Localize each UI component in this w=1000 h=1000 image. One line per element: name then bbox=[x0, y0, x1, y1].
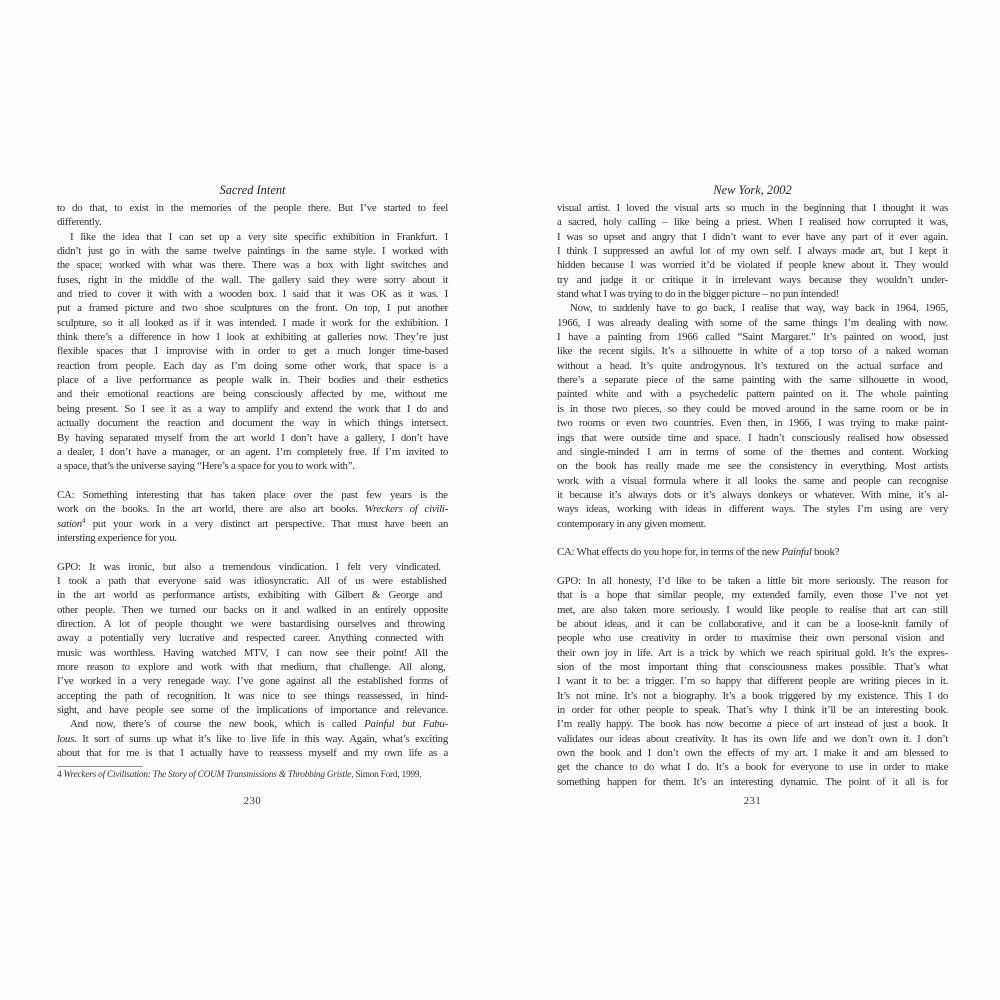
emphasized-text: sation bbox=[57, 517, 82, 530]
text-line: reaction from people. Each day as I’m doing some other work, that space is a bbox=[57, 359, 448, 372]
text-line: being present. So I see it as a way to amplify and extend the work that I do and bbox=[57, 402, 449, 415]
paragraph bbox=[57, 488, 448, 545]
text-line: stand what I was trying to do in the bigger picture – no pun intended! bbox=[557, 288, 840, 301]
text-line: 1966, I was already dealing with some of the same things I’m dealing with now. bbox=[557, 316, 948, 329]
text-line: own the book and I don’t own the effects of my art. I make it and am blessed to bbox=[557, 747, 948, 760]
text-line: direction. A lot of people thought we were bastardising ourselves and throwing bbox=[57, 617, 445, 630]
text-line: painted white and with a psychedelic pattern painted on it. The whole painting bbox=[557, 388, 948, 401]
text-line: I’m really happy. The book has now become a piece of art instead of just a book. It bbox=[557, 718, 948, 731]
paragraph bbox=[557, 574, 948, 789]
text-line: I think I suppressed an awful lot of my own self. I always made art, but I kept it bbox=[557, 245, 948, 258]
text-line: other people. Then we turned our backs on it and walked in an entirely opposite bbox=[57, 603, 448, 616]
text-line: two rooms or even two countries. Even then, in 1966, I was trying to make paint- bbox=[557, 417, 948, 430]
text-line: I want it to be: a trigger. I’m so happy that different people are writing pieces in it. bbox=[557, 675, 949, 688]
text-line: I was so upset and angry that I didn’t want to ever have any part of it ever again. bbox=[557, 230, 948, 243]
text-line: that is a hope that similar people, my extended family, even those I’ve not yet bbox=[557, 589, 948, 602]
text-line: sight, and have people see some of the implications of importance and relevance. bbox=[57, 704, 448, 717]
text-line: there’s a separate piece of the same painting with the same silhouette in wood, bbox=[557, 374, 948, 387]
text-line: hidden because I was worried it’d be violated if people knew about it. They would bbox=[557, 259, 948, 272]
text-line: met, are also taken more seriously. I would like people to realise that art can still bbox=[557, 603, 948, 616]
text-line: music was worthless. Having watched MTV, I can now see their point! All the bbox=[57, 646, 448, 659]
text-line: ings that were outside time and space. I hadn’t consciously realised how obsessed bbox=[557, 431, 948, 444]
text-line: visual artist. I loved the visual arts so much in the beginning that I thought it was bbox=[557, 202, 948, 214]
paragraph bbox=[57, 201, 448, 230]
text-line: sculpture, so it all looked as if it was intended. I made it work for the exhibition. I bbox=[57, 316, 448, 329]
page-number: 230 bbox=[243, 796, 262, 807]
text-line: work on the books. In the art world, there are also art books. Wreckers of civili- bbox=[57, 503, 448, 516]
text-line: put a framed picture and two shoe sculptures on the front. On top, I put another bbox=[57, 302, 448, 315]
text-line: be about ideas, and it can be collaborative, and it can be a loose-knit family of bbox=[557, 617, 949, 630]
text-line: people who use creativity in order to maximise their own personal vision and bbox=[557, 632, 945, 645]
text-line: CA: What effects do you hope for, in terms of the new Painful book? bbox=[557, 546, 840, 559]
text-line: Now, to suddenly have to go back, I realise that way, way back in 1964, 1965, bbox=[570, 302, 948, 315]
paragraph bbox=[57, 230, 448, 474]
paragraph bbox=[557, 201, 948, 301]
text-line: think there’s a difference in how I look at exhibiting at galleries now. They’re just bbox=[57, 331, 448, 344]
text-line: ways ideas, working with ideas in different ways. The styles I’m using are very bbox=[557, 503, 948, 516]
text-line: try and judge it or critique it in irrelevant ways because they wouldn’t under- bbox=[557, 273, 948, 286]
text-line: differently. bbox=[57, 216, 102, 229]
text-line: and tried to cover it with with a wooden box. I said that it was OK as it was. I bbox=[57, 288, 448, 301]
text-line: By having separated myself from the art world I don’t have a gallery, I don’t have bbox=[57, 431, 448, 444]
text-line: about that for me is that I actually have to reassess myself and my own life as a bbox=[57, 747, 449, 760]
text-line: place of a live performance as people walk in. Their bodies and their esthetics bbox=[57, 374, 448, 387]
text-line: fuses, right in the middle of the wall. The gallery said they were sorry about it bbox=[57, 273, 448, 286]
running-header: New York, 2002 bbox=[713, 183, 792, 197]
paragraph bbox=[557, 545, 948, 559]
emphasized-text: Painful bbox=[781, 546, 812, 559]
page-left bbox=[57, 184, 448, 884]
text-line: in order for other people to speak. That’s why I think it’ll be an interesting book. bbox=[557, 704, 949, 717]
text-line: actually document the reaction and document the way in which things intersect. bbox=[57, 417, 449, 430]
text-line: more reason to explore and work with that medium, that challenge. All along, bbox=[57, 661, 446, 673]
text-line: without a head. It’s quite androgynous. It’s textured on the actual surface and bbox=[557, 359, 943, 372]
text-line: the space; worked with what was there. There was a box with light switches and bbox=[57, 259, 448, 272]
text-line: and their emotional reactions are being consciously affected by me, without me bbox=[57, 388, 447, 401]
text-line: away a potentially very lucrative and respected career. Anything connected with bbox=[57, 632, 444, 645]
text-line: GPO: It was ironic, but also a tremendous vindication. I felt very vindicated. bbox=[57, 560, 441, 573]
text-line: a sacred, holy calling – like being a priest. When I realised how corrupted it was, bbox=[557, 216, 948, 229]
text-line: And now, there’s of course the new book, which is called Painful but Fabu- bbox=[70, 718, 448, 731]
text-line: a space, that’s the universe saying “Here’s a space for you to work with”. bbox=[57, 460, 355, 473]
text-line: flexible spaces that I improvise with in order to get a much longer time-based bbox=[57, 345, 448, 358]
text-line: get the chance to do what I do. It’s a book for everyone to use in order to make bbox=[557, 761, 948, 774]
text-line: I’ve worked in a very renegade way. I’ve gone against all the established forms of bbox=[57, 675, 448, 688]
text-line: contemporary in any given moment. bbox=[557, 517, 706, 530]
page-body bbox=[57, 201, 448, 760]
emphasized-text: Painful but Fabu- bbox=[364, 718, 448, 731]
paragraph bbox=[57, 560, 448, 761]
emphasized-text: Wreckers of Civilisation: The Story of COUM Transmissions & Throbbing Gristle bbox=[63, 770, 352, 781]
footnote-reference: 4 bbox=[81, 517, 86, 526]
page-number: 231 bbox=[743, 796, 762, 807]
text-line: I took a path that everyone said was idiosyncratic. All of us were established bbox=[57, 574, 447, 587]
text-line: like the recent sigils. It’s a silhouette in white of a top torso of a naked woman bbox=[557, 345, 948, 358]
page-body bbox=[557, 201, 948, 789]
text-line: in the art world as performance artists, exhibiting with Gilbert & George and bbox=[57, 589, 443, 602]
text-line: GPO: In all honesty, I’d like to be taken a little bit more seriously. The reason for bbox=[557, 574, 948, 587]
text-line: it because it’s always dots or it’s always donkeys or whatever. With mine, it’s al- bbox=[557, 488, 948, 501]
text-line: is in those two pieces, so they could be moved around in the same room or be in bbox=[557, 402, 948, 415]
text-line: CA: Something interesting that has taken place over the past few years is the bbox=[57, 488, 448, 501]
text-line: intersting experience for you. bbox=[57, 531, 177, 544]
emphasized-text: Wreckers of civili- bbox=[364, 503, 448, 516]
text-line: something happen for them. It’s an interesting dynamic. The point of it all is for bbox=[557, 775, 948, 788]
text-line: didn’t just go in with the same twelve paintings in the same style. I worked with bbox=[57, 245, 449, 258]
text-line: sation$^4$ put your work in a very distinct art perspective. That must have been an bbox=[57, 517, 448, 530]
running-header: Sacred Intent bbox=[219, 183, 286, 197]
paragraph bbox=[557, 301, 948, 531]
text-line: work with a visual formula where it all looks the same and people can recognise bbox=[557, 474, 948, 487]
text-line: I like the idea that I can set up a very site specific exhibition in Frankfurt. I bbox=[70, 230, 448, 243]
text-line: lous. It sort of sums up what it’s like to live life in this way. Again, what’s exciting bbox=[57, 732, 448, 745]
page-right bbox=[557, 184, 948, 884]
text-line: validates our ideas about creativity. It has its own life and we don’t own it. I don’t bbox=[557, 732, 948, 745]
text-line: accepting the path of recognition. It was nice to see things reassessed, in hind- bbox=[57, 689, 448, 702]
footnote: 4 Wreckers of Civilisation: The Story of COUM Transmissions & Throbbing Gristle, Simon Ford, 1999. bbox=[57, 770, 422, 781]
emphasized-text: lous bbox=[57, 732, 75, 745]
text-line: sion of the most important thing that consciousness makes possible. That’s what bbox=[557, 661, 948, 673]
text-line: on the book has really made me see the consistency in everything. Most artists bbox=[557, 460, 948, 473]
text-line: a dealer, I don’t have a manager, or an agent. I’m completely free. If I’m invited to bbox=[57, 445, 448, 458]
text-line: and single-minded I am in terms of some of the themes and content. Working bbox=[557, 445, 948, 458]
text-line: to do that, to exist in the memories of the people there. But I’ve started to feel bbox=[57, 202, 448, 214]
text-line: their own joy in life. Art is a trick by which we reach spiritual gold. It’s the expres- bbox=[557, 646, 948, 659]
footnote-rule bbox=[57, 766, 143, 767]
text-line: It’s not mine. It’s not a biography. It’s a book triggered by my existence. This I do bbox=[557, 689, 948, 702]
text-line: I have a painting from 1966 called “Saint Margaret.” It’s painted on wood, just bbox=[557, 331, 948, 344]
